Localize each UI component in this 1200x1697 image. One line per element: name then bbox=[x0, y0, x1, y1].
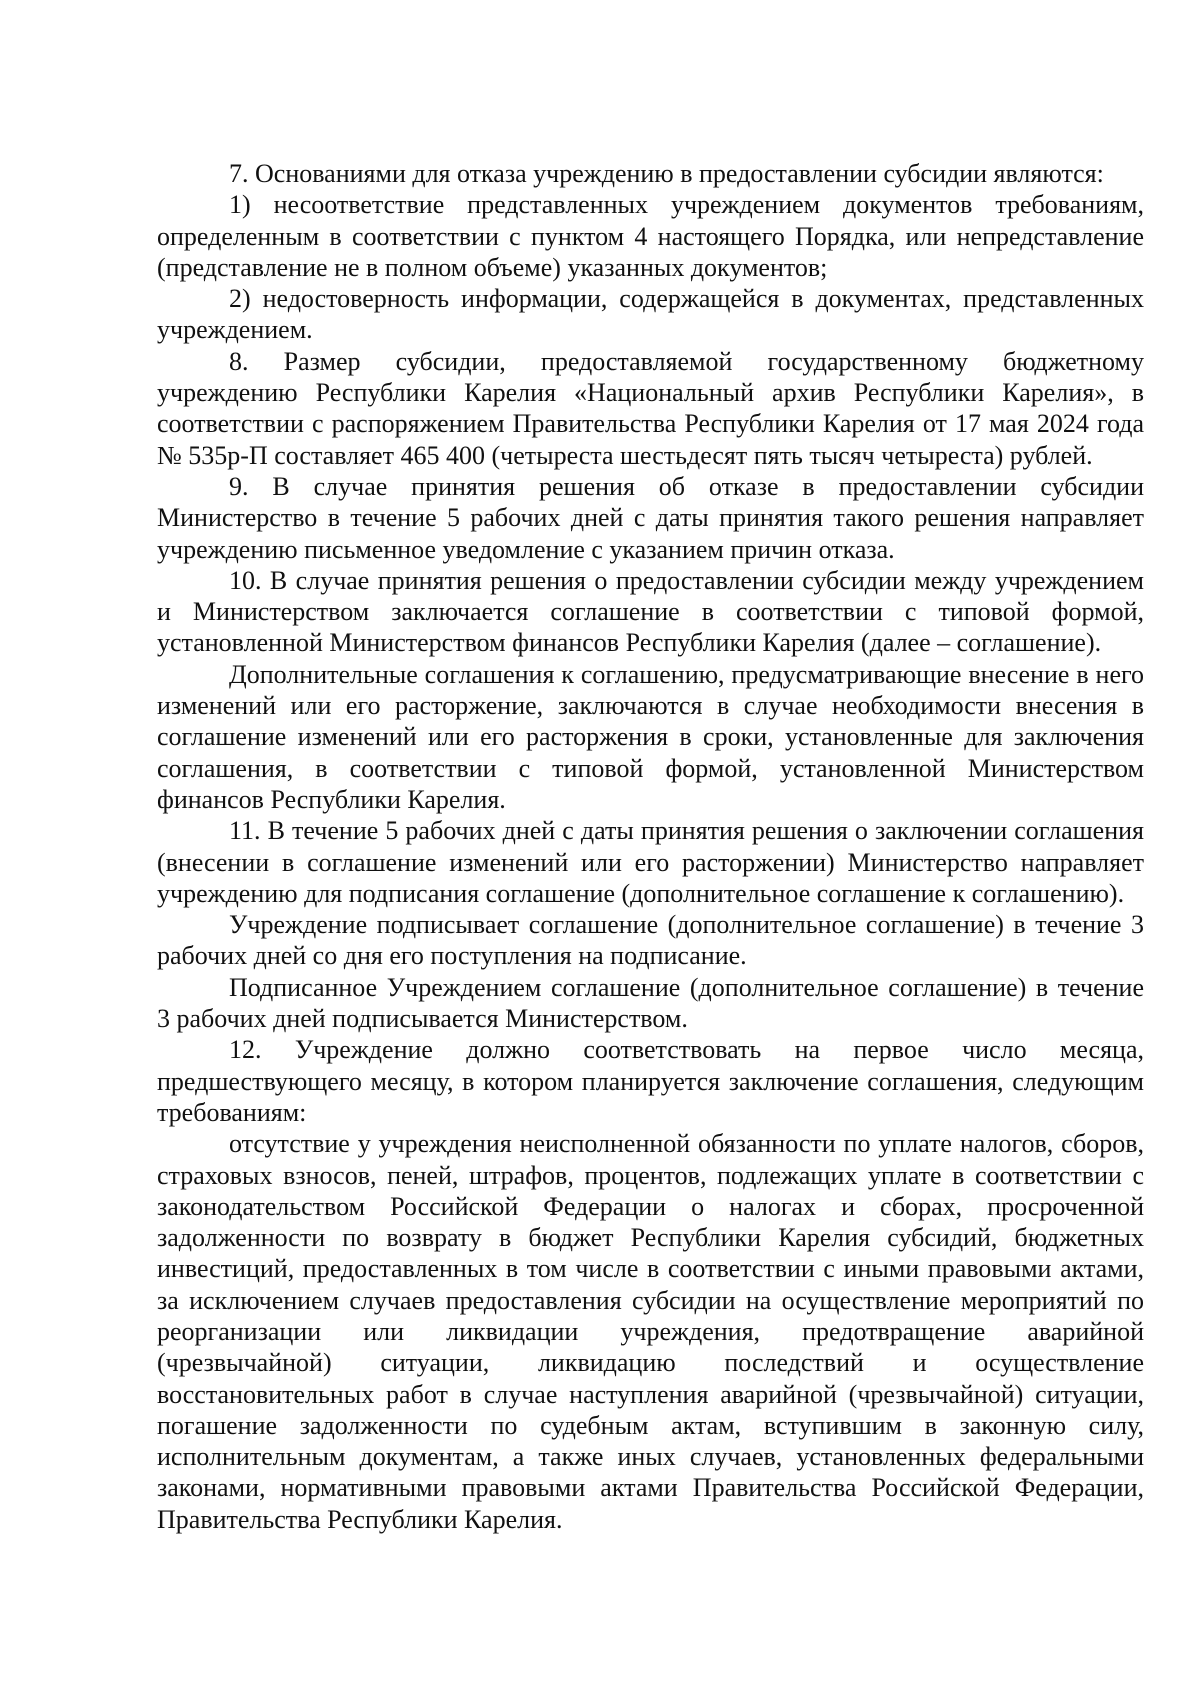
paragraph-7-item-1: 1) несоответствие представленных учреждением документов требованиям, определенным в соответствии с пунктом 4 настоящего Порядка, или непредставление (представление не в полном объеме) указанных документов; bbox=[157, 190, 1144, 282]
paragraph-8: 8. Размер субсидии, предоставляемой государственному бюджетному учреждению Республики Карелия «Национальный архив Республики Карелия», в соответствии с распоряжением Правительства Республики Карелия от 17 мая 2024 года № 535р-П составляет 465 400 (четыреста шестьдесят пять тысяч четыреста) рублей. bbox=[157, 346, 1144, 470]
document-body bbox=[157, 158, 1144, 1535]
paragraph-7: 7. Основаниями для отказа учреждению в предоставлении субсидии являются: bbox=[229, 159, 1104, 188]
paragraph-9: 9. В случае принятия решения об отказе в предоставлении субсидии Министерство в течение 5 рабочих дней с даты принятия такого решения направляет учреждению письменное уведомление с указанием причин отказа. bbox=[157, 471, 1144, 564]
paragraph-10-additional: Дополнительные соглашения к соглашению, предусматривающие внесение в него изменений или его расторжение, заключаются в случае необходимости внесения в соглашение изменений или его расторжения в сроки, установленные для заключения соглашения, в соответствии с типовой формой, установленной Министерством финансов Республики Карелия. bbox=[157, 659, 1144, 814]
paragraph-11: 11. В течение 5 рабочих дней с даты принятия решения о заключении соглашения (внесении в соглашение изменений или его расторжении) Министерство направляет учреждению для подписания соглашение (дополнительное соглашение к соглашению). bbox=[157, 816, 1144, 908]
paragraph-11-signed: Подписанное Учреждением соглашение (дополнительное соглашение) в течение 3 рабочих дней подписывается Министерством. bbox=[157, 972, 1144, 1034]
paragraph-12: 12. Учреждение должно соответствовать на первое число месяца, предшествующего месяцу, в котором планируется заключение соглашения, следующим требованиям: bbox=[157, 1035, 1144, 1127]
paragraph-11-signing: Учреждение подписывает соглашение (дополнительное соглашение) в течение 3 рабочих дней со дня его поступления на подписание. bbox=[157, 910, 1144, 971]
paragraph-12-requirement: отсутствие у учреждения неисполненной обязанности по уплате налогов, сборов, страховых взносов, пеней, штрафов, процентов, подлежащих уплате в соответствии с законодательством Российской Федерации о налогах и сборах, просроченной задолженности по возврату в бюджет Республики Карелия субсидий, бюджетных инвестиций, предоставленных в том числе в соответствии с иными правовыми актами, за исключением случаев предоставления субсидии на осуществление мероприятий по реорганизации или ликвидации учреждения, предотвращение аварийной (чрезвычайной) ситуации, ликвидацию последствий и осуществление восстановительных работ в случае наступления аварийной (чрезвычайной) ситуации, погашение задолженности по судебным актам, вступившим в законную силу, исполнительным документам, а также иных случаев, установленных федеральными законами, нормативными правовыми актами Правительства Российской Федерации, Правительства Республики Карелия. bbox=[157, 1129, 1144, 1534]
paragraph-10: 10. В случае принятия решения о предоставлении субсидии между учреждением и Министерством заключается соглашение в соответствии с типовой формой, установленной Министерством финансов Республики Карелия (далее – соглашение). bbox=[157, 565, 1144, 658]
paragraph-7-item-2: 2) недостоверность информации, содержащейся в документах, представленных учреждением. bbox=[157, 284, 1144, 345]
